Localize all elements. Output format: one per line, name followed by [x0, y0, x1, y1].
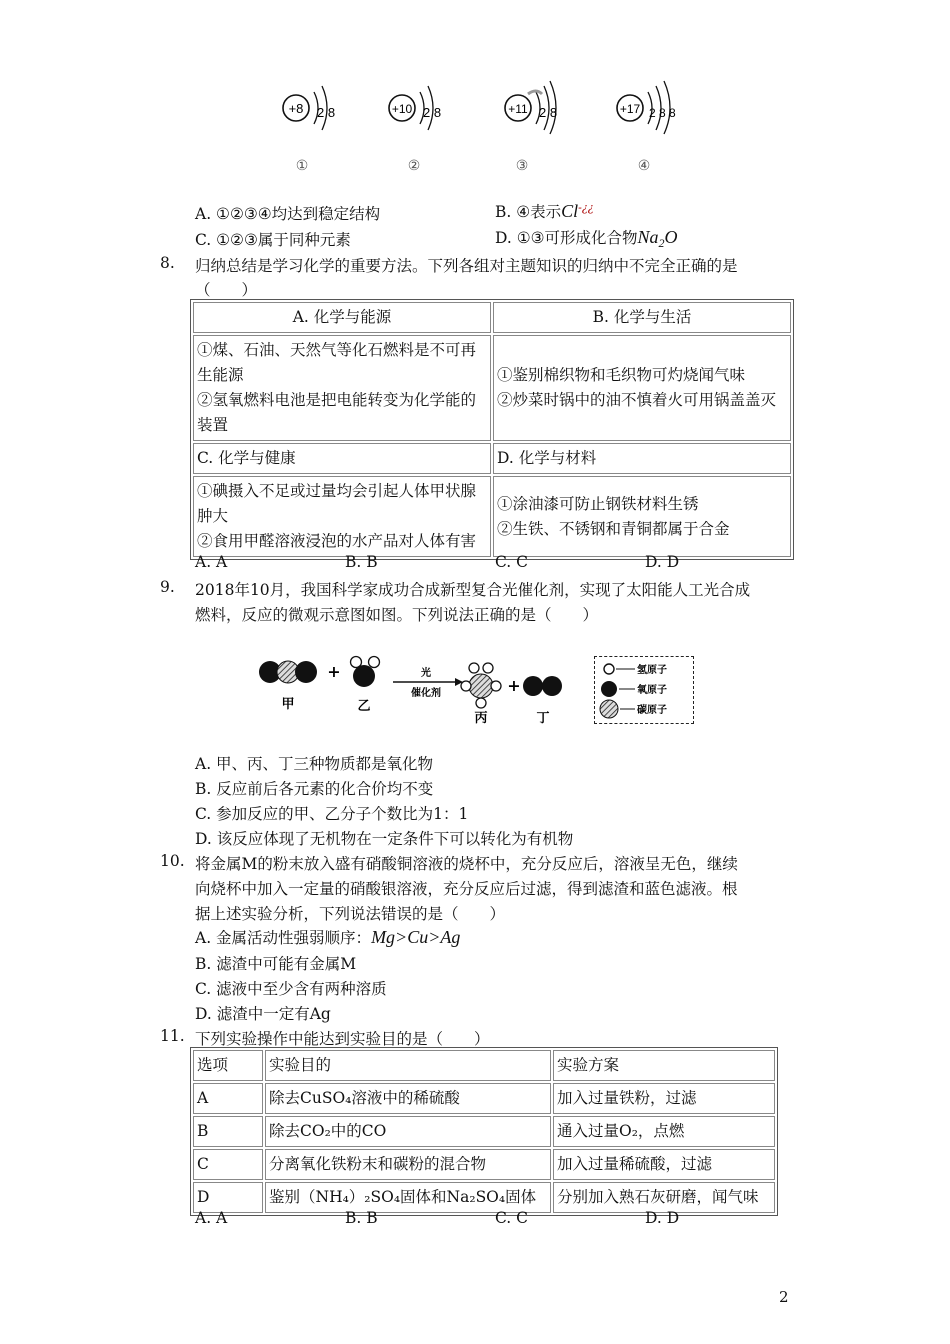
- atom-1: [283, 86, 335, 130]
- arrow-top-label: 光: [421, 668, 431, 679]
- q8-table: [190, 299, 794, 560]
- molecule-yi: [351, 657, 380, 688]
- molecule-jia: [259, 661, 317, 683]
- legend-hydrogen-label: 氢原子: [637, 665, 667, 676]
- q11-option-a: A. A: [195, 1209, 228, 1227]
- q8-number: 8.: [160, 254, 175, 272]
- q11-header-purpose: 实验目的: [265, 1050, 551, 1081]
- atom-3: [505, 81, 557, 134]
- legend-oxygen-label: 氧原子: [637, 685, 667, 696]
- q8-cell-d-items: [493, 476, 791, 557]
- q9-line-2: 燃料，反应的微观示意图如图。下列说法正确的是（ ）: [195, 606, 599, 624]
- atom-2: [389, 86, 441, 130]
- atom-2-index: ②: [407, 158, 421, 174]
- q9-option-a: A. 甲、丙、丁三种物质都是氧化物: [195, 755, 434, 773]
- atom-structure-diagram: [270, 72, 690, 182]
- q11-row-a-purpose: 除去CuSO₄溶液中的稀硫酸: [265, 1083, 551, 1114]
- reaction-arrow: [393, 678, 463, 686]
- arrow-bottom-label: 催化剂: [411, 688, 441, 699]
- reaction-legend: [594, 656, 694, 724]
- q7-option-c: C. ①②③属于同种元素: [195, 231, 351, 249]
- label-ding: 丁: [536, 711, 550, 726]
- legend-carbon-label: 碳原子: [637, 705, 667, 716]
- q9-option-d: D. 该反应体现了无机物在一定条件下可以转化为有机物: [195, 830, 574, 848]
- q7-option-a: A. ①②③④均达到稳定结构: [195, 205, 381, 223]
- q8-cell-d-title: D. 化学与材料: [493, 443, 791, 474]
- q8-stem: 归纳总结是学习化学的重要方法。下列各组对主题知识的归纳中不完全正确的是: [195, 257, 738, 275]
- q8-cell-a-items: [193, 335, 491, 441]
- q11-header-option: 选项: [193, 1050, 263, 1081]
- q8-paren: （ ）: [195, 281, 258, 299]
- q8-b-item-2: ②炒菜时锅中的油不慎着火可用锅盖盖灭: [497, 391, 777, 409]
- q10-option-a-prefix: A. 金属活动性强弱顺序：: [195, 929, 372, 947]
- q11-row-b-plan: 通入过量O₂，点燃: [553, 1116, 775, 1147]
- q11-table: [190, 1047, 778, 1216]
- q9-option-b: B. 反应前后各元素的化合价均不变: [195, 780, 434, 798]
- q11-row-b-purpose: 除去CO₂中的CO: [265, 1116, 551, 1147]
- q11-row-a-option: A: [193, 1083, 263, 1114]
- q8-c-item-2: ②食用甲醛溶液浸泡的水产品对人体有害: [197, 532, 477, 550]
- q11-row-d-option: D: [193, 1182, 263, 1213]
- q8-b-item-1: ①鉴别棉织物和毛织物可灼烧闻气味: [497, 366, 746, 384]
- page-number: 2: [779, 1288, 789, 1306]
- molecule-bing: [461, 663, 501, 708]
- q9-option-c: C. 参加反应的甲、乙分子个数比为1：1: [195, 805, 469, 823]
- q8-option-b: B. B: [345, 553, 378, 571]
- plus-2: +: [507, 676, 521, 695]
- q7-option-d-prefix: D. ①③可形成化合物: [495, 229, 638, 247]
- atom-4-shells: 2 8 8: [649, 106, 676, 120]
- q10-option-a: [195, 926, 460, 948]
- q10-option-b: B. 滤渣中可能有金属M: [195, 955, 357, 973]
- atom-3-shells: 2 8: [539, 105, 558, 120]
- q11-option-c: C. C: [495, 1209, 529, 1227]
- q11-option-d: D. D: [645, 1209, 680, 1227]
- q10-line-3: 据上述实验分析，下列说法错误的是（ ）: [195, 905, 506, 923]
- label-yi: 乙: [357, 699, 371, 714]
- q8-d-item-2: ②生铁、不锈钢和青铜都属于合金: [497, 519, 730, 538]
- table-row: [193, 1182, 775, 1213]
- reaction-diagram: [250, 640, 600, 730]
- q10-line-1: 将金属M的粉末放入盛有硝酸铜溶液的烧杯中，充分反应后，溶液呈无色，继续: [195, 855, 738, 873]
- q11-row-d-plan: 分别加入熟石灰研磨，闻气味: [553, 1182, 775, 1213]
- q11-number: 11.: [160, 1027, 185, 1045]
- q10-number: 10.: [160, 852, 185, 870]
- plus-1: +: [327, 662, 341, 681]
- atom-4-nucleus: +17: [619, 102, 641, 116]
- q10-option-d: D. 滤渣中一定有Ag: [195, 1005, 331, 1023]
- q7-option-d-formula-sub: 2: [658, 236, 665, 251]
- q7-option-b: [495, 200, 594, 222]
- q8-cell-a-title: A. 化学与能源: [193, 302, 491, 333]
- label-bing: 丙: [474, 711, 488, 726]
- atom-4-index: ④: [637, 158, 651, 174]
- molecule-ding: [523, 676, 562, 696]
- q11-stem: 下列实验操作中能达到实验目的是（ ）: [195, 1030, 490, 1048]
- q11-row-c-option: C: [193, 1149, 263, 1180]
- q9-number: 9.: [160, 578, 175, 596]
- q7-option-d-formula-o: O: [664, 227, 678, 247]
- atom-1-shells: 2 8: [317, 105, 336, 120]
- atom-3-index: ③: [515, 158, 529, 174]
- q7-option-b-sup: -¿¿: [578, 200, 594, 214]
- q9-line-1: 2018年10月，我国科学家成功合成新型复合光催化剂，实现了太阳能人工光合成: [195, 581, 751, 599]
- table-row: [193, 1116, 775, 1147]
- atom-2-nucleus: +10: [391, 102, 413, 116]
- q10-line-2: 向烧杯中加入一定量的硝酸银溶液，充分反应后过滤，得到滤渣和蓝色滤液。根: [195, 880, 738, 898]
- atom-1-index: ①: [295, 158, 309, 174]
- q11-row-a-plan: 加入过量铁粉，过滤: [553, 1083, 775, 1114]
- q8-option-a: A. A: [195, 553, 228, 571]
- atom-3-nucleus: +11: [508, 102, 528, 116]
- q7-option-d-formula-na: Na: [637, 227, 659, 247]
- q8-cell-c-title: C. 化学与健康: [193, 443, 491, 474]
- q10-option-a-formula: Mg>Cu>Ag: [371, 927, 461, 947]
- q8-cell-b-items: [493, 335, 791, 441]
- q11-option-b: B. B: [345, 1209, 378, 1227]
- table-row: [193, 1149, 775, 1180]
- q11-row-c-plan: 加入过量稀硫酸，过滤: [553, 1149, 775, 1180]
- q8-option-c: C. C: [495, 553, 529, 571]
- q8-c-item-1: ①碘摄入不足或过量均会引起人体甲状腺肿大: [197, 482, 477, 525]
- q11-row-d-purpose: 鉴别（NH₄）₂SO₄固体和Na₂SO₄固体: [265, 1182, 551, 1213]
- q7-option-d: [495, 226, 678, 251]
- atom-4: [617, 81, 676, 134]
- label-jia: 甲: [281, 697, 295, 712]
- q7-option-b-prefix: B. ④表示: [495, 203, 562, 221]
- q11-header-plan: 实验方案: [553, 1050, 775, 1081]
- atom-2-shells: 2 8: [423, 105, 442, 120]
- q8-a-item-1: ①煤、石油、天然气等化石燃料是不可再生能源: [197, 341, 477, 384]
- q8-cell-c-items: [193, 476, 491, 557]
- atom-1-nucleus: +8: [288, 101, 304, 116]
- q8-a-item-2: ②氢氧燃料电池是把电能转变为化学能的装置: [197, 391, 477, 434]
- q11-row-c-purpose: 分离氧化铁粉末和碳粉的混合物: [265, 1149, 551, 1180]
- table-row: [193, 1083, 775, 1114]
- q10-option-c: C. 滤液中至少含有两种溶质: [195, 980, 387, 998]
- q7-option-b-formula: Cl: [561, 201, 579, 221]
- q8-option-d: D. D: [645, 553, 680, 571]
- q11-row-b-option: B: [193, 1116, 263, 1147]
- q8-cell-b-title: B. 化学与生活: [493, 302, 791, 333]
- q8-d-item-1: ①涂油漆可防止钢铁材料生锈: [497, 494, 699, 513]
- legend-oxygen-swatch: [601, 681, 617, 697]
- legend-hydrogen-swatch: [604, 664, 614, 674]
- legend-carbon-swatch: [600, 700, 618, 718]
